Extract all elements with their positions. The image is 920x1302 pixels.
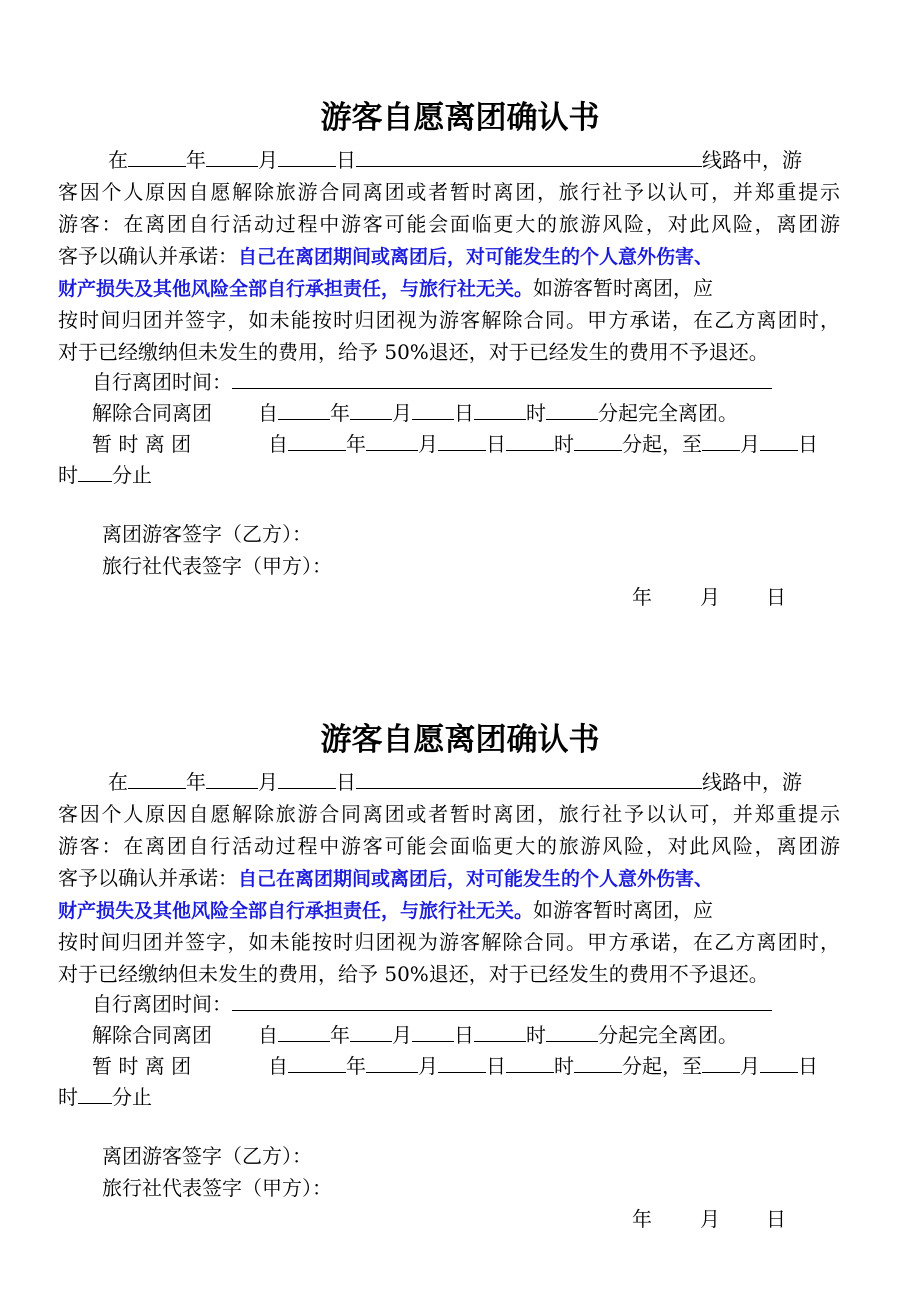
hour-blank[interactable] <box>506 1050 554 1073</box>
intro-line-4: 客予以确认并承诺：自己在离团期间或离团后，对可能发生的个人意外伤害、 <box>58 866 714 890</box>
minute-blank[interactable] <box>574 428 622 451</box>
month-blank[interactable] <box>350 397 392 420</box>
return-day-blank[interactable] <box>760 428 798 451</box>
minute-blank[interactable] <box>546 1019 598 1042</box>
return-month-blank[interactable] <box>702 1050 740 1073</box>
emphasis-text: 财产损失及其他风险全部自行承担责任，与旅行社无关。 <box>58 900 534 922</box>
intro-line-4: 客予以确认并承诺：自己在离团期间或离团后，对可能发生的个人意外伤害、 <box>58 244 714 268</box>
year-blank[interactable] <box>128 766 186 789</box>
leave-time-blank[interactable] <box>232 988 772 1011</box>
return-hour-blank[interactable] <box>78 1081 112 1104</box>
route-blank[interactable] <box>356 144 702 167</box>
intro-line-7: 对于已经缴纳但未发生的费用，给予 50%退还，对于已经发生的费用不予退还。 <box>58 962 769 986</box>
month-blank[interactable] <box>206 766 258 789</box>
day-blank[interactable] <box>412 397 454 420</box>
intro-line-1: 在 年 月 日 线路中，游 <box>108 766 802 798</box>
hour-blank[interactable] <box>474 1019 526 1042</box>
temporary-row-cont: 时 分止 <box>58 1081 152 1113</box>
hour-blank[interactable] <box>474 397 526 420</box>
temporary-row: 暂 时 离 团 自 年 月 日 时 分起，至 月 日 <box>92 428 818 460</box>
day-blank[interactable] <box>278 144 336 167</box>
year-blank[interactable] <box>288 428 346 451</box>
confirmation-form-2 <box>0 622 920 1242</box>
intro-line-2: 客因个人原因自愿解除旅游合同离团或者暂时离团，旅行社予以认可，并郑重提示 <box>58 180 840 204</box>
intro-line-5: 财产损失及其他风险全部自行承担责任，与旅行社无关。如游客暂时离团，应 <box>58 276 714 300</box>
day-blank[interactable] <box>278 766 336 789</box>
confirmation-form-1 <box>0 0 920 620</box>
tourist-signature-label: 离团游客签字（乙方）： <box>102 522 312 546</box>
form-title: 游客自愿离团确认书 <box>320 100 600 136</box>
minute-blank[interactable] <box>546 397 598 420</box>
hour-blank[interactable] <box>506 428 554 451</box>
minute-blank[interactable] <box>574 1050 622 1073</box>
year-blank[interactable] <box>288 1050 346 1073</box>
month-blank[interactable] <box>350 1019 392 1042</box>
month-blank[interactable] <box>366 428 418 451</box>
emphasis-text: 财产损失及其他风险全部自行承担责任，与旅行社无关。 <box>58 278 534 300</box>
signature-date: 年 月 日 <box>632 585 786 609</box>
temporary-row-cont: 时 分止 <box>58 459 152 491</box>
intro-line-3: 游客：在离团自行活动过程中游客可能会面临更大的旅游风险，对此风险，离团游 <box>58 834 840 858</box>
month-blank[interactable] <box>206 144 258 167</box>
month-blank[interactable] <box>366 1050 418 1073</box>
intro-line-1: 在 年 月 日 线路中，游 <box>108 144 802 176</box>
terminate-row: 解除合同离团 自 年 月 日 时 分起完全离团。 <box>92 397 738 429</box>
year-blank[interactable] <box>278 397 330 420</box>
return-day-blank[interactable] <box>760 1050 798 1073</box>
day-blank[interactable] <box>438 1050 486 1073</box>
agency-signature-label: 旅行社代表签字（甲方）： <box>102 1176 332 1200</box>
route-blank[interactable] <box>356 766 702 789</box>
terminate-row: 解除合同离团 自 年 月 日 时 分起完全离团。 <box>92 1019 738 1051</box>
temporary-row: 暂 时 离 团 自 年 月 日 时 分起，至 月 日 <box>92 1050 818 1082</box>
leave-time-row: 自行离团时间： <box>92 988 772 1020</box>
intro-line-7: 对于已经缴纳但未发生的费用，给予 50%退还，对于已经发生的费用不予退还。 <box>58 340 769 364</box>
intro-line-3: 游客：在离团自行活动过程中游客可能会面临更大的旅游风险，对此风险，离团游 <box>58 212 840 236</box>
year-blank[interactable] <box>128 144 186 167</box>
leave-time-row: 自行离团时间： <box>92 366 772 398</box>
form-title: 游客自愿离团确认书 <box>320 722 600 758</box>
return-hour-blank[interactable] <box>78 459 112 482</box>
tourist-signature-label: 离团游客签字（乙方）： <box>102 1144 312 1168</box>
agency-signature-label: 旅行社代表签字（甲方）： <box>102 554 332 578</box>
year-blank[interactable] <box>278 1019 330 1042</box>
day-blank[interactable] <box>438 428 486 451</box>
intro-line-2: 客因个人原因自愿解除旅游合同离团或者暂时离团，旅行社予以认可，并郑重提示 <box>58 802 840 826</box>
intro-line-6: 按时间归团并签字，如未能按时归团视为游客解除合同。甲方承诺，在乙方离团时， <box>58 308 840 332</box>
emphasis-text: 自己在离团期间或离团后，对可能发生的个人意外伤害、 <box>238 868 714 890</box>
leave-time-blank[interactable] <box>232 366 772 389</box>
day-blank[interactable] <box>412 1019 454 1042</box>
intro-line-6: 按时间归团并签字，如未能按时归团视为游客解除合同。甲方承诺，在乙方离团时， <box>58 930 840 954</box>
return-month-blank[interactable] <box>702 428 740 451</box>
emphasis-text: 自己在离团期间或离团后，对可能发生的个人意外伤害、 <box>238 246 714 268</box>
signature-date: 年 月 日 <box>632 1207 786 1231</box>
intro-line-5: 财产损失及其他风险全部自行承担责任，与旅行社无关。如游客暂时离团，应 <box>58 898 714 922</box>
